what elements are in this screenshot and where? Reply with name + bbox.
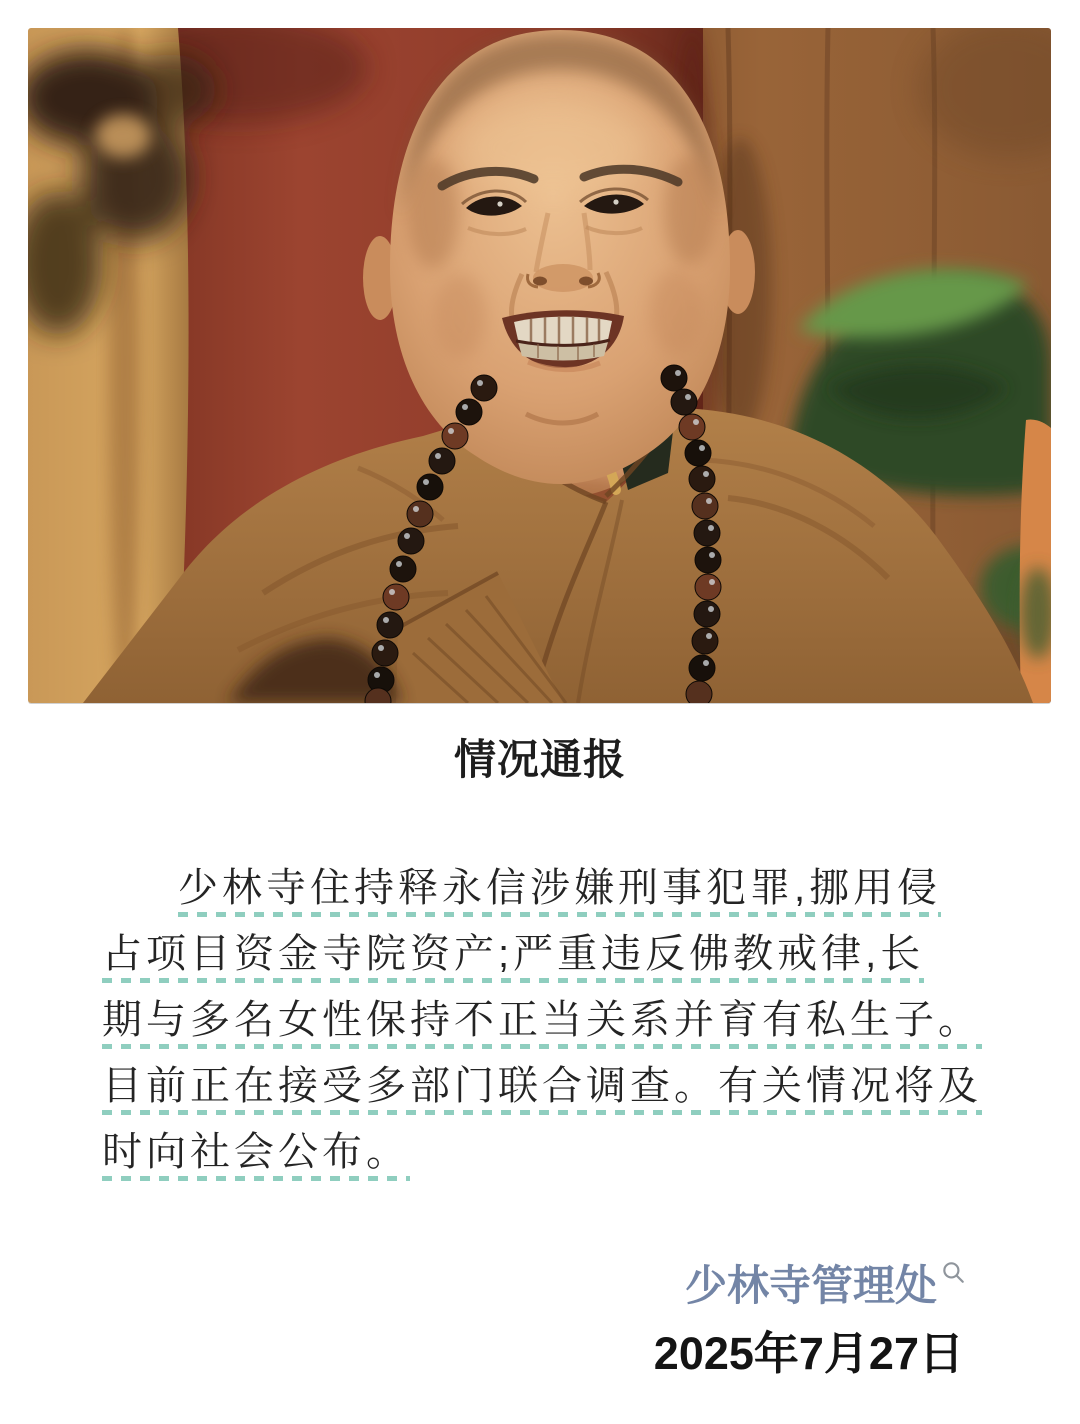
page-title: 情况通报	[453, 736, 626, 783]
signature-line[interactable]	[685, 1262, 966, 1310]
body-line	[102, 1124, 1032, 1190]
body-line	[102, 1058, 1032, 1124]
body-line	[102, 992, 1032, 1058]
monk-photo	[28, 28, 1051, 703]
body-line-text: 期与多名女性保持不正当关系并育有私生子。	[102, 998, 982, 1049]
body-line-text: 占项目资金寺院资产;严重违反佛教戒律,长	[102, 932, 924, 983]
upper-teeth	[514, 317, 612, 345]
monk-photo-art	[28, 28, 1051, 703]
body-line	[102, 860, 1032, 926]
body-line-text: 目前正在接受多部门联合调查。有关情况将及	[102, 1064, 982, 1115]
search-icon[interactable]	[940, 1247, 966, 1295]
body-line-text: 时向社会公布。	[102, 1130, 410, 1181]
signature-name[interactable]: 少林寺管理处	[684, 1262, 937, 1309]
body-line-text: 少林寺住持释永信涉嫌刑事犯罪,挪用侵	[178, 866, 941, 917]
orange-chair-edge	[1020, 420, 1051, 703]
body-line	[102, 926, 1032, 992]
date-line: 2025年7月27日	[653, 1328, 964, 1379]
announcement-body	[102, 860, 1032, 1190]
